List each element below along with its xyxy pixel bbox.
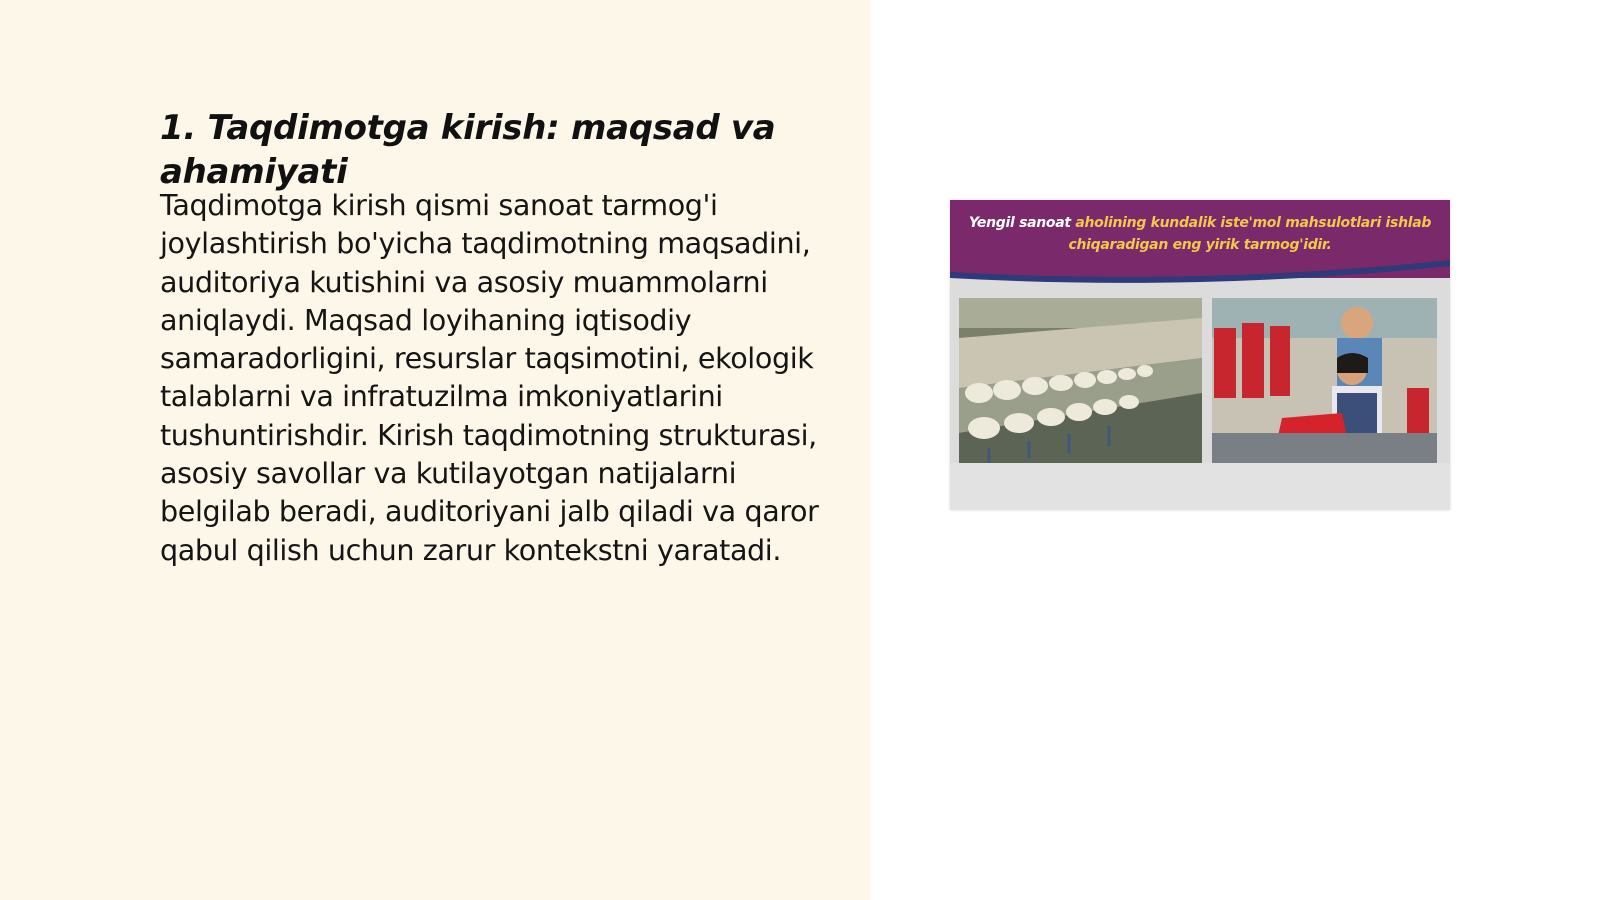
slide-title: 1. Taqdimotga kirish: maqsad va ahamiyati bbox=[160, 108, 776, 192]
banner-curve-decoration bbox=[950, 252, 1450, 300]
slide-body-text: Taqdimotga kirish qismi sanoat tarmog'i joylashtirish bo'yicha taqdimotning maqsadini, auditoriya kutishini va asosiy muammolarni aniqlaydi. Maqsad loyihaning iqtisodiy samaradorligini, resurslar taqsimotini, ekologik talablarni va infratuzilma imkoniyatlarini tushuntirishdir. Kirish taqdimotning strukturasi, asosiy savollar va kutilayotgan natijalarni belgilab beradi, auditoriyani jalb qiladi va qaror qabul qilish uchun zarur kontekstni yaratadi. bbox=[160, 188, 819, 567]
banner-highlight-2: chiqaradigan eng yirik tarmog'idir. bbox=[1068, 237, 1332, 253]
banner-caption bbox=[960, 212, 1440, 256]
spinning-machines-photo bbox=[959, 298, 1202, 463]
garment-workers-photo bbox=[1212, 298, 1437, 463]
banner-lead: Yengil sanoat bbox=[968, 215, 1071, 231]
banner-highlight-1: aholining kundalik iste'mol mahsulotlari ishlab bbox=[1075, 215, 1432, 231]
light-industry-image bbox=[950, 200, 1450, 510]
image-footer-strip bbox=[950, 463, 1450, 510]
